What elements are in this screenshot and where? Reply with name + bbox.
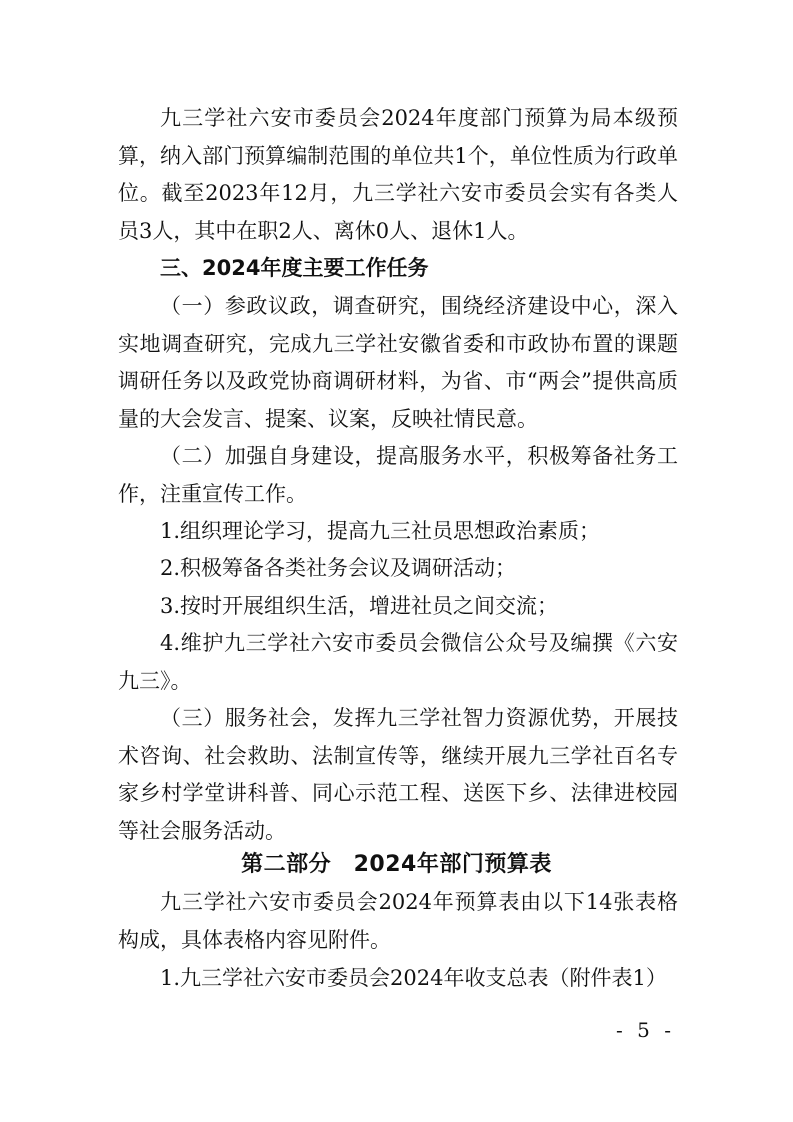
intro-paragraph: 九三学社六安市委员会2024年度部门预算为局本级预算，纳入部门预算编制范围的单位共1个，单位性质为行政单位。截至2023年12月，九三学社六安市委员会实有各类人员3人，其中在职2人、离休0人、退休1人。 xyxy=(118,106,678,243)
task-1-paragraph: （一）参政议政，调查研究，围绕经济建设中心，深入实地调查研究，完成九三学社安徽省委和市政协布置的课题调研任务以及政党协商调研材料，为省、市“两会”提供高质量的大会发言、提案、议案，反映社情民意。 xyxy=(118,294,678,431)
task-2-item-2: 2.积极筹备各类社务会议及调研活动； xyxy=(160,556,517,580)
task-2-item-4: 4.维护九三学社六安市委员会微信公众号及编撰《六安九三》。 xyxy=(118,631,678,693)
task-2-item-3: 3.按时开展组织生活，增进社员之间交流； xyxy=(160,594,559,618)
part-2-intro-paragraph: 九三学社六安市委员会2024年预算表由以下14张表格构成，具体表格内容见附件。 xyxy=(118,890,678,952)
task-2-item-1: 1.组织理论学习，提高九三社员思想政治素质； xyxy=(160,519,601,543)
table-list-item-1: 1.九三学社六安市委员会2024年收支总表（附件表1） xyxy=(160,966,667,990)
page-number: - 5 - xyxy=(616,1018,675,1042)
section-3-heading: 三、2024年度主要工作任务 xyxy=(160,256,429,280)
task-3-paragraph: （三）服务社会，发挥九三学社智力资源优势，开展技术咨询、社会救助、法制宣传等，继续开展九三学社百名专家乡村学堂讲科普、同心示范工程、送医下乡、法律进校园等社会服务活动。 xyxy=(118,706,678,843)
part-2-heading: 第二部分 2024年部门预算表 xyxy=(241,852,552,877)
task-2-paragraph: （二）加强自身建设，提高服务水平，积极筹备社务工作，注重宣传工作。 xyxy=(118,444,678,506)
